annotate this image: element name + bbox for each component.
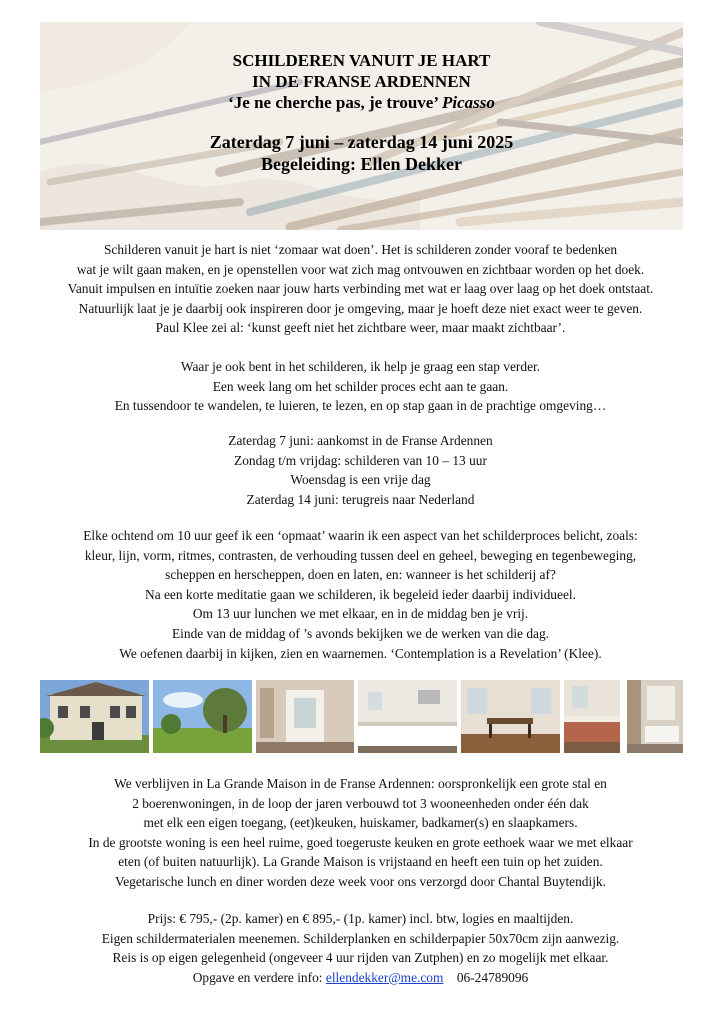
program-line: Om 13 uur lunchen we met elkaar, en in de middag ben je vrij. — [192, 606, 529, 622]
photo-house-exterior — [40, 680, 149, 753]
email-link[interactable]: ellendekker@me.com — [325, 969, 444, 985]
photo-garden — [153, 680, 252, 753]
intro-paragraph — [20, 240, 701, 338]
price-line: Prijs: € 795,- (2p. kamer) en € 895,- (1p. kamer) incl. btw, logies en maaltijden. — [147, 911, 574, 926]
program-line: We oefenen daarbij in kijken, zien en waarnemen. ‘Contemplation is a Revelation’ (Klee). — [119, 645, 602, 661]
help-paragraph — [20, 357, 701, 416]
program-line: kleur, lijn, vorm, ritmes, contrasten, de verhouding tussen deel en geheel, beweging en tegenbeweging, — [84, 547, 637, 563]
schedule-item: Zaterdag 14 juni: terugreis naar Nederland — [246, 491, 475, 507]
accommodation-line: In de grootste woning is een heel ruime, goed toegeruste keuken en grote eethoek waar we met elkaar — [88, 834, 633, 850]
accommodation-paragraph — [20, 774, 701, 892]
phone-number: 06-24789096 — [456, 969, 529, 985]
help-line: Waar je ook bent in het schilderen, ik help je graag een stap verder. — [180, 359, 541, 374]
title-line-2: IN DE FRANSE ARDENNEN — [252, 72, 471, 91]
schedule-item: Zondag t/m vrijdag: schilderen van 10 – 13 uur — [234, 452, 487, 468]
photo-bedroom — [564, 680, 620, 753]
event-guide: Begeleiding: Ellen Dekker — [261, 154, 462, 174]
program-line: Elke ochtend om 10 uur geef ik een ‘opmaat’ waarin ik een aspect van het schilderproces belicht, zoals: — [83, 528, 638, 543]
photo-bathroom — [627, 680, 683, 753]
title-line-1: SCHILDEREN VANUIT JE HART — [232, 51, 491, 70]
intro-line: wat je wilt gaan maken, en je openstellen voor wat zich mag ontvouwen en zichtbaar worden op het doek. — [76, 261, 645, 277]
photo-strip — [40, 680, 683, 753]
program-line: scheppen en herscheppen, doen en laten, en: wanneer is het schilderij af? — [165, 567, 556, 583]
intro-line: Paul Klee zei al: ‘kunst geeft niet het zichtbare weer, maar maakt zichtbaar’. — [155, 320, 566, 336]
help-line: En tussendoor te wandelen, te luieren, te lezen, en op stap gaan in de prachtige omgeving… — [114, 398, 607, 414]
quote-line — [40, 92, 683, 113]
header-banner — [40, 22, 683, 230]
quote: ‘Je ne cherche pas, je trouve’ — [228, 93, 438, 112]
schedule-item: Zaterdag 7 juni: aankomst in de Franse Ardennen — [228, 433, 493, 448]
event-dates: Zaterdag 7 juni – zaterdag 14 juni 2025 — [209, 132, 514, 152]
quote-author: Picasso — [441, 93, 495, 112]
materials-line: Eigen schildermaterialen meenemen. Schilderplanken en schilderpapier 50x70cm zijn aanwezig. — [101, 930, 620, 946]
practical-info — [20, 909, 701, 987]
intro-line: Schilderen vanuit je hart is niet ‘zomaar wat doen’. Het is schilderen zonder vooraf te bedenken — [103, 242, 618, 257]
program-paragraph — [20, 526, 701, 663]
contact-line — [20, 968, 701, 988]
program-line: Na een korte meditatie gaan we schilderen, ik begeleid ieder daarbij individueel. — [145, 586, 576, 602]
intro-line: Vanuit impulsen en intuïtie zoeken naar jouw harts verbinding met wat er laag over laag op het doek ontstaat. — [67, 281, 654, 297]
photo-dining-room — [461, 680, 560, 753]
accommodation-line: 2 boerenwoningen, in de loop der jaren verbouwd tot 3 wooneenheden onder één dak — [132, 795, 589, 811]
contact-label: Opgave en verdere info: — [192, 969, 323, 985]
program-line: Einde van de middag of ’s avonds bekijken we de werken van die dag. — [171, 625, 550, 641]
schedule — [20, 431, 701, 509]
help-line: Een week lang om het schilder proces echt aan te gaan. — [212, 378, 509, 394]
accommodation-line: eten (of buiten natuurlijk). La Grande Maison is vrijstaand en heeft een tuin op het zuiden. — [118, 854, 603, 870]
photo-kitchen — [358, 680, 457, 753]
travel-line: Reis is op eigen gelegenheid (ongeveer 4 uur rijden van Zutphen) en zo mogelijk met elkaar. — [112, 950, 609, 966]
schedule-item: Woensdag is een vrije dag — [290, 472, 431, 488]
intro-line: Natuurlijk laat je je daarbij ook inspireren door je omgeving, maar je hoeft deze niet exact weer te geven. — [78, 300, 643, 316]
accommodation-line: Vegetarische lunch en diner worden deze week voor ons verzorgd door Chantal Buytendijk. — [115, 873, 606, 889]
accommodation-line: We verblijven in La Grande Maison in de Franse Ardennen: oorspronkelijk een grote stal en — [114, 776, 607, 791]
accommodation-line: met elk een eigen toegang, (eet)keuken, huiskamer, badkamer(s) en slaapkamers. — [143, 815, 578, 831]
photo-doorway — [256, 680, 354, 753]
